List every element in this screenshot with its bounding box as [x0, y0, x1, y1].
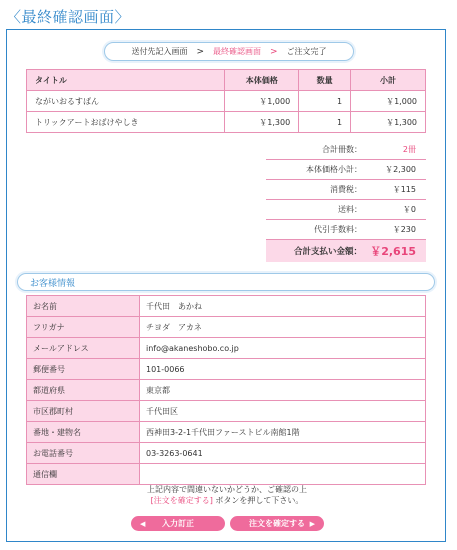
summary-cod-fee-row — [266, 220, 426, 240]
summary-count-row — [266, 140, 426, 160]
item-title: ながいおるすばん — [27, 91, 225, 112]
customer-city-label: 市区郡町村 — [27, 401, 140, 422]
customer-message-label: 通信欄 — [27, 464, 140, 485]
order-summary — [266, 140, 426, 262]
item-title: トリックアートおばけやしき — [27, 112, 225, 133]
col-title: タイトル — [27, 70, 225, 91]
triangle-right-icon: ▶ — [309, 519, 315, 528]
table-row — [27, 296, 426, 317]
customer-email-label: メールアドレス — [27, 338, 140, 359]
customer-postal-code-label: 郵便番号 — [27, 359, 140, 380]
confirmation-panel — [6, 29, 446, 542]
summary-tax-value: ￥115 — [392, 185, 416, 194]
table-row — [27, 317, 426, 338]
summary-subtotal-row — [266, 160, 426, 180]
summary-total-row — [266, 240, 426, 262]
customer-prefecture-label: 都道府県 — [27, 380, 140, 401]
confirmation-note — [7, 484, 447, 506]
table-row — [27, 464, 426, 485]
edit-input-button-label: 入力訂正 — [162, 519, 194, 528]
table-row — [27, 401, 426, 422]
table-row — [27, 380, 426, 401]
customer-address-label: 番地・建物名 — [27, 422, 140, 443]
step-final-confirmation: 最終確認画面 — [213, 47, 261, 56]
table-row — [27, 422, 426, 443]
note-line-2 — [7, 495, 447, 506]
step-separator: > — [270, 46, 278, 57]
table-row — [27, 338, 426, 359]
customer-email-value: info@akaneshobo.co.jp — [140, 338, 426, 359]
customer-name-label: お名前 — [27, 296, 140, 317]
summary-cod-fee-value: ￥230 — [392, 225, 416, 234]
col-subtotal: 小計 — [351, 70, 426, 91]
confirm-order-button[interactable] — [230, 516, 324, 531]
table-row — [27, 359, 426, 380]
item-subtotal: ￥1,000 — [351, 91, 426, 112]
table-row — [27, 112, 426, 133]
col-price: 本体価格 — [225, 70, 299, 91]
order-items-table — [26, 69, 426, 133]
page-title: 〈最終確認画面〉 — [6, 8, 131, 26]
item-quantity: 1 — [299, 112, 351, 133]
customer-info-heading: お客様情報 — [17, 273, 435, 291]
customer-furigana-label: フリガナ — [27, 317, 140, 338]
summary-subtotal-value: ￥2,300 — [385, 165, 416, 174]
item-subtotal: ￥1,300 — [351, 112, 426, 133]
customer-city-value: 千代田区 — [140, 401, 426, 422]
confirm-order-button-label: 注文を確定する — [249, 519, 305, 528]
note-button-reference: [注文を確定する] — [150, 496, 213, 505]
summary-count-label: 合計冊数： — [322, 145, 362, 154]
customer-info-table — [26, 295, 426, 485]
step-shipping-entry: 送付先記入画面 — [131, 47, 188, 56]
item-price: ￥1,300 — [225, 112, 299, 133]
customer-phone-label: お電話番号 — [27, 443, 140, 464]
customer-address-value: 西神田3-2-1千代田ファーストビル南館1階 — [140, 422, 426, 443]
summary-count-value: 2冊 — [402, 145, 416, 154]
item-price: ￥1,000 — [225, 91, 299, 112]
table-row — [27, 443, 426, 464]
step-order-complete: ご注文完了 — [286, 47, 327, 56]
step-separator: > — [196, 46, 204, 57]
summary-total-value: ￥2,615 — [370, 245, 416, 258]
summary-shipping-label: 送料： — [338, 205, 362, 214]
item-quantity: 1 — [299, 91, 351, 112]
summary-total-label: 合計支払い金額： — [293, 247, 362, 257]
summary-subtotal-label: 本体価格小計： — [306, 165, 362, 174]
table-row — [27, 91, 426, 112]
col-quantity: 数量 — [299, 70, 351, 91]
customer-message-value — [140, 464, 426, 485]
progress-steps — [104, 42, 354, 61]
table-header-row — [27, 70, 426, 91]
note-line-2-text: ボタンを押して下さい。 — [215, 496, 304, 505]
customer-prefecture-value: 東京都 — [140, 380, 426, 401]
summary-shipping-value: ￥0 — [402, 205, 416, 214]
customer-postal-code-value: 101-0066 — [140, 359, 426, 380]
summary-tax-label: 消費税： — [330, 185, 362, 194]
customer-furigana-value: チヨダ アカネ — [140, 317, 426, 338]
edit-input-button[interactable] — [131, 516, 225, 531]
customer-phone-value: 03-3263-0641 — [140, 443, 426, 464]
customer-name-value: 千代田 あかね — [140, 296, 426, 317]
triangle-left-icon: ◀ — [140, 519, 146, 528]
summary-shipping-row — [266, 200, 426, 220]
note-line-1: 上記内容で間違いないかどうか、ご確認の上 — [147, 485, 307, 494]
summary-tax-row — [266, 180, 426, 200]
summary-cod-fee-label: 代引手数料： — [314, 225, 362, 234]
